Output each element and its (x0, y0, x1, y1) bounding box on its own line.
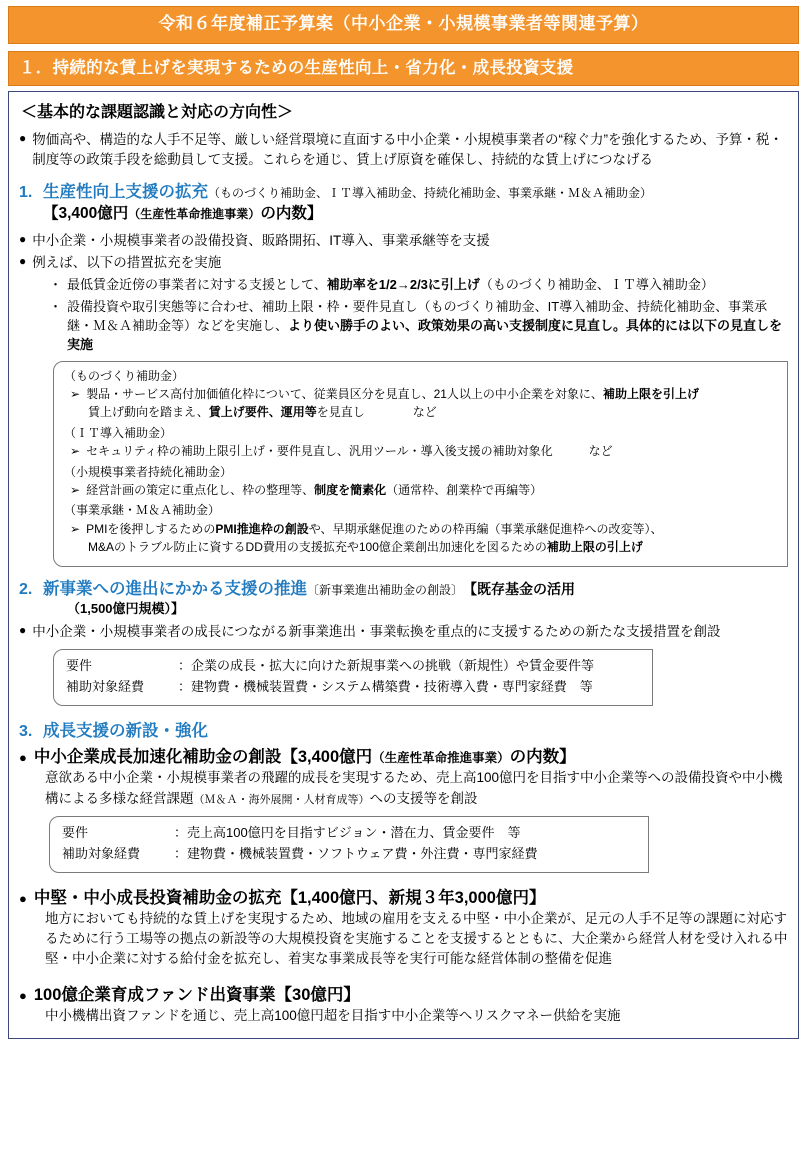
item1-sb2-bold1: より使い勝手のよい、政策効果の高い支援制度に見直し。具体的には以下の見直しを実施 (67, 318, 783, 352)
item3-sub2 (19, 887, 788, 909)
group-monozukuri-title: （ものづくり補助金） (64, 368, 185, 383)
mz-l1-bold1: 補助上限を引上げ (602, 387, 699, 402)
item3-heading (19, 720, 788, 743)
item1-sb1-plain2: （ものづくり補助金、ＩＴ導入補助金） (479, 277, 714, 293)
item1-bullet-2 (19, 253, 788, 273)
item1-sb1-bold1: 補助率を1/2→2/3に引上げ (326, 277, 480, 293)
item2-req-row-2 (66, 677, 644, 698)
item3-sub1-title-note: （生産性革命推進事業） (372, 751, 510, 766)
item1-subbullet-1-text (67, 276, 714, 295)
item3-req-sep-2: ： (174, 845, 188, 861)
sk-l2-bold1: 補助上限の引上げ (546, 540, 643, 555)
item3-sub2-paragraph: 地方においても持続的な賃上げを実現するため、地域の雇用を支える中堅・中小企業が、足元の人手不足等の課題に対応するために行う工場等の拠点の新設等の大規模投資を実施することを支援するとともに、大企業から経営人材を受け入れる中堅・中小企業に対する給付金を拡充し、着実な事業成長等を実行可能な経営体制の整備を促進 (45, 910, 788, 967)
item3-sub1 (19, 746, 788, 768)
item2-bullet-text: 中小企業・小規模事業者の成長につながる新事業進出・事業転換を重点的に支援するための新たな支援措置を創設 (32, 623, 721, 639)
bullet-middot-icon: ・ (49, 299, 63, 315)
section-heading-bar (8, 51, 799, 86)
item1-title: 生産性向上支援の拡充 (43, 183, 208, 202)
item1-amount-note: （生産性革命推進事業） (128, 206, 261, 221)
item1-bullet-2-text: 例えば、以下の措置拡充を実施 (32, 255, 222, 271)
item3-sub3-title: 100億企業育成ファンド出資事業【30億円】 (33, 985, 360, 1004)
item3-req-value-1: 売上高100億円を目指すビジョン・潜在力、賃金要件 等 (187, 824, 521, 840)
bullet-middot-icon: ・ (49, 277, 63, 293)
item1-heading (19, 181, 788, 204)
item2-req-sep-2: ： (178, 678, 192, 694)
item1-number: 1. (19, 184, 33, 202)
bullet-dot-icon: ● (19, 231, 27, 246)
bullet-dot-icon: ● (19, 987, 27, 1003)
item2-bullet (19, 622, 788, 642)
item3-sub3-paragraph: 中小機構出資ファンドを通じ、売上高100億円超を目指す中小企業等へリスクマネー供給を実施 (45, 1007, 621, 1023)
bullet-dot-icon: ● (19, 890, 27, 906)
bullet-dot-icon: ● (19, 254, 27, 269)
item3-title: 成長支援の新設・強化 (43, 721, 208, 740)
item1-detail-box (53, 361, 788, 567)
item3-sub1-title-main: 中小企業成長加速化補助金の創設【3,400億円 (33, 748, 373, 767)
mz-l2-plain2: を見直し など (316, 405, 437, 420)
arrow-icon: ➢ (70, 521, 81, 536)
item3-req-row-1 (62, 823, 640, 844)
group-jizokuka (64, 464, 779, 500)
group-jizokuka-line-1 (70, 482, 779, 499)
item1-amount-tail: の内数】 (260, 204, 323, 222)
item3-req-sep-1: ： (174, 824, 188, 840)
item2-amount: 【既存基金の活用 (463, 580, 576, 597)
section-number: １． (19, 58, 53, 77)
item3-sub1-para-tail: への支援等を創設 (369, 790, 478, 806)
item2-note: 〔新事業進出補助金の創設〕 (307, 582, 464, 597)
item2-req-value-1: 企業の成長・拡大に向けた新規事業への挑戦（新規性）や賃金要件等 (191, 657, 595, 673)
group-shokei-title: （事業承継・Ｍ＆Ａ補助金） (64, 503, 221, 518)
group-it-line-1 (70, 443, 779, 460)
group-jizokuka-title: （小規模事業者持続化補助金） (64, 464, 233, 479)
jz-l1-plain1: 経営計画の策定に重点化し、枠の整理等、 (86, 483, 315, 498)
item2-req-value-2: 建物費・機械装置費・システム構築費・技術導入費・専門家経費 等 (191, 678, 593, 694)
item2-requirements-box (53, 649, 653, 706)
item3-sub2-title: 中堅・中小成長投資補助金の拡充【1,400億円、新規３年3,000億円】 (33, 888, 546, 907)
item1-subbullet-2 (49, 298, 788, 355)
item1-note: （ものづくり補助金、ＩＴ導入補助金、持続化補助金、事業承継・Ｍ＆Ａ補助金） (208, 186, 653, 201)
item2-req-row-1 (66, 656, 644, 677)
item1-subbullet-1 (49, 276, 788, 295)
item3-sub1-paragraph (45, 768, 788, 809)
basic-awareness-bullet (19, 130, 788, 171)
item3-sub1-title (34, 746, 576, 768)
group-monozukuri-line-2 (88, 404, 779, 421)
jz-l1-bold1: 制度を簡素化 (314, 483, 387, 498)
content-box (8, 91, 799, 1039)
group-it (64, 425, 779, 461)
group-it-title: （ＩＴ導入補助金） (64, 425, 173, 440)
sk-l1-plain2: や、早期承継促進のための枠再編（事業承継促進枠への改変等）、 (308, 521, 663, 536)
group-shokei (64, 502, 779, 556)
item3-number: 3. (19, 722, 33, 740)
bullet-dot-icon: ● (19, 130, 27, 145)
item3-req-value-2: 建物費・機械装置費・ソフトウェア費・外注費・専門家経費 (187, 845, 538, 861)
bullet-dot-icon: ● (19, 750, 27, 766)
arrow-icon: ➢ (70, 387, 81, 402)
document-title-bar: 令和６年度補正予算案（中小企業・小規模事業者等関連予算） (8, 6, 799, 44)
item3-sub1-para-main: 意欲ある中小企業・小規模事業者の飛躍的成長を実現するため、売上高100億円を目指す中小企業等への設備投資や中小機構による多様な経営課題 (45, 770, 783, 806)
item3-requirements-box (49, 816, 649, 873)
item2-title: 新事業への進出にかかる支援の推進 (43, 579, 307, 598)
section-heading-text: 持続的な賃上げを実現するための生産性向上・省力化・成長投資支援 (52, 58, 574, 77)
item3-req-label-2: 補助対象経費 (62, 845, 141, 861)
basic-awareness-heading: ＜基本的な課題認識と対応の方向性＞ (21, 104, 294, 122)
item1-bullet-1 (19, 231, 788, 251)
basic-awareness-text: 物価高や、構造的な人手不足等、厳しい経営環境に直面する中小企業・小規模事業者の“稼ぐ力”を強化するため、予算・税・制度等の政策手段を総動員して支援。これらを通じ、賃上げ原資を確保し、持続的な賃上げにつなげる (32, 131, 783, 168)
group-monozukuri (64, 368, 779, 422)
group-shokei-line-2 (88, 539, 779, 556)
item2-heading (19, 578, 788, 601)
item1-sb2-plain1: 設備投資や取引実態等に合わせ、補助上限・枠・要件見直し（ものづくり補助金、IT導入補助金、持続化補助金、事業承継・Ｍ＆Ａ補助金等）などを実施し、 (67, 299, 768, 333)
arrow-icon: ➢ (70, 483, 81, 498)
sk-l2-plain1: M&Aのトラブル防止に資するDD費用の支援拡充や100億企業創出加速化を図るための (88, 540, 547, 555)
group-monozukuri-line-1 (70, 386, 779, 403)
item1-subbullet-2-text (67, 298, 788, 355)
mz-l2-bold1: 賃上げ要件、運用等 (208, 405, 317, 420)
item2-amount-2: （1,500億円規模）】 (67, 601, 185, 617)
item2-req-sep-1: ： (178, 657, 192, 673)
it-l1-plain1: セキュリティ枠の補助上限引上げ・要件見直し、汎用ツール・導入後支援の補助対象化 など (86, 444, 613, 459)
item3-sub1-para-small: （Ｍ＆Ａ・海外展開・人材育成等） (193, 793, 370, 806)
mz-l2-plain1: 賃上げ動向を踏まえ、 (88, 405, 209, 420)
item3-req-label-1: 要件 (62, 824, 89, 840)
item3-sub1-title-tail: の内数】 (509, 748, 576, 767)
item2-req-label-2: 補助対象経費 (66, 678, 145, 694)
jz-l1-plain2: （通常枠、創業枠で再編等） (386, 483, 543, 498)
item1-sb1-plain1: 最低賃金近傍の事業者に対する支援として、 (67, 277, 327, 293)
sk-l1-plain1: PMIを後押しするための (86, 521, 216, 536)
item1-amount-line (43, 204, 788, 225)
item2-req-label-1: 要件 (66, 657, 93, 673)
item2-number: 2. (19, 580, 33, 598)
sk-l1-bold1: PMI推進枠の創設 (215, 521, 309, 536)
arrow-icon: ➢ (70, 444, 81, 459)
item3-req-row-2 (62, 844, 640, 865)
item1-amount: 【3,400億円 (43, 204, 129, 222)
mz-l1-plain1: 製品・サービス高付加価値化枠について、従業員区分を見直し、21人以上の中小企業を対象に、 (86, 387, 603, 402)
group-shokei-line-1 (70, 521, 779, 538)
bullet-dot-icon: ● (19, 622, 27, 637)
item1-bullet-1-text: 中小企業・小規模事業者の設備投資、販路開拓、IT導入、事業承継等を支援 (32, 232, 490, 248)
item3-sub3 (19, 984, 788, 1006)
